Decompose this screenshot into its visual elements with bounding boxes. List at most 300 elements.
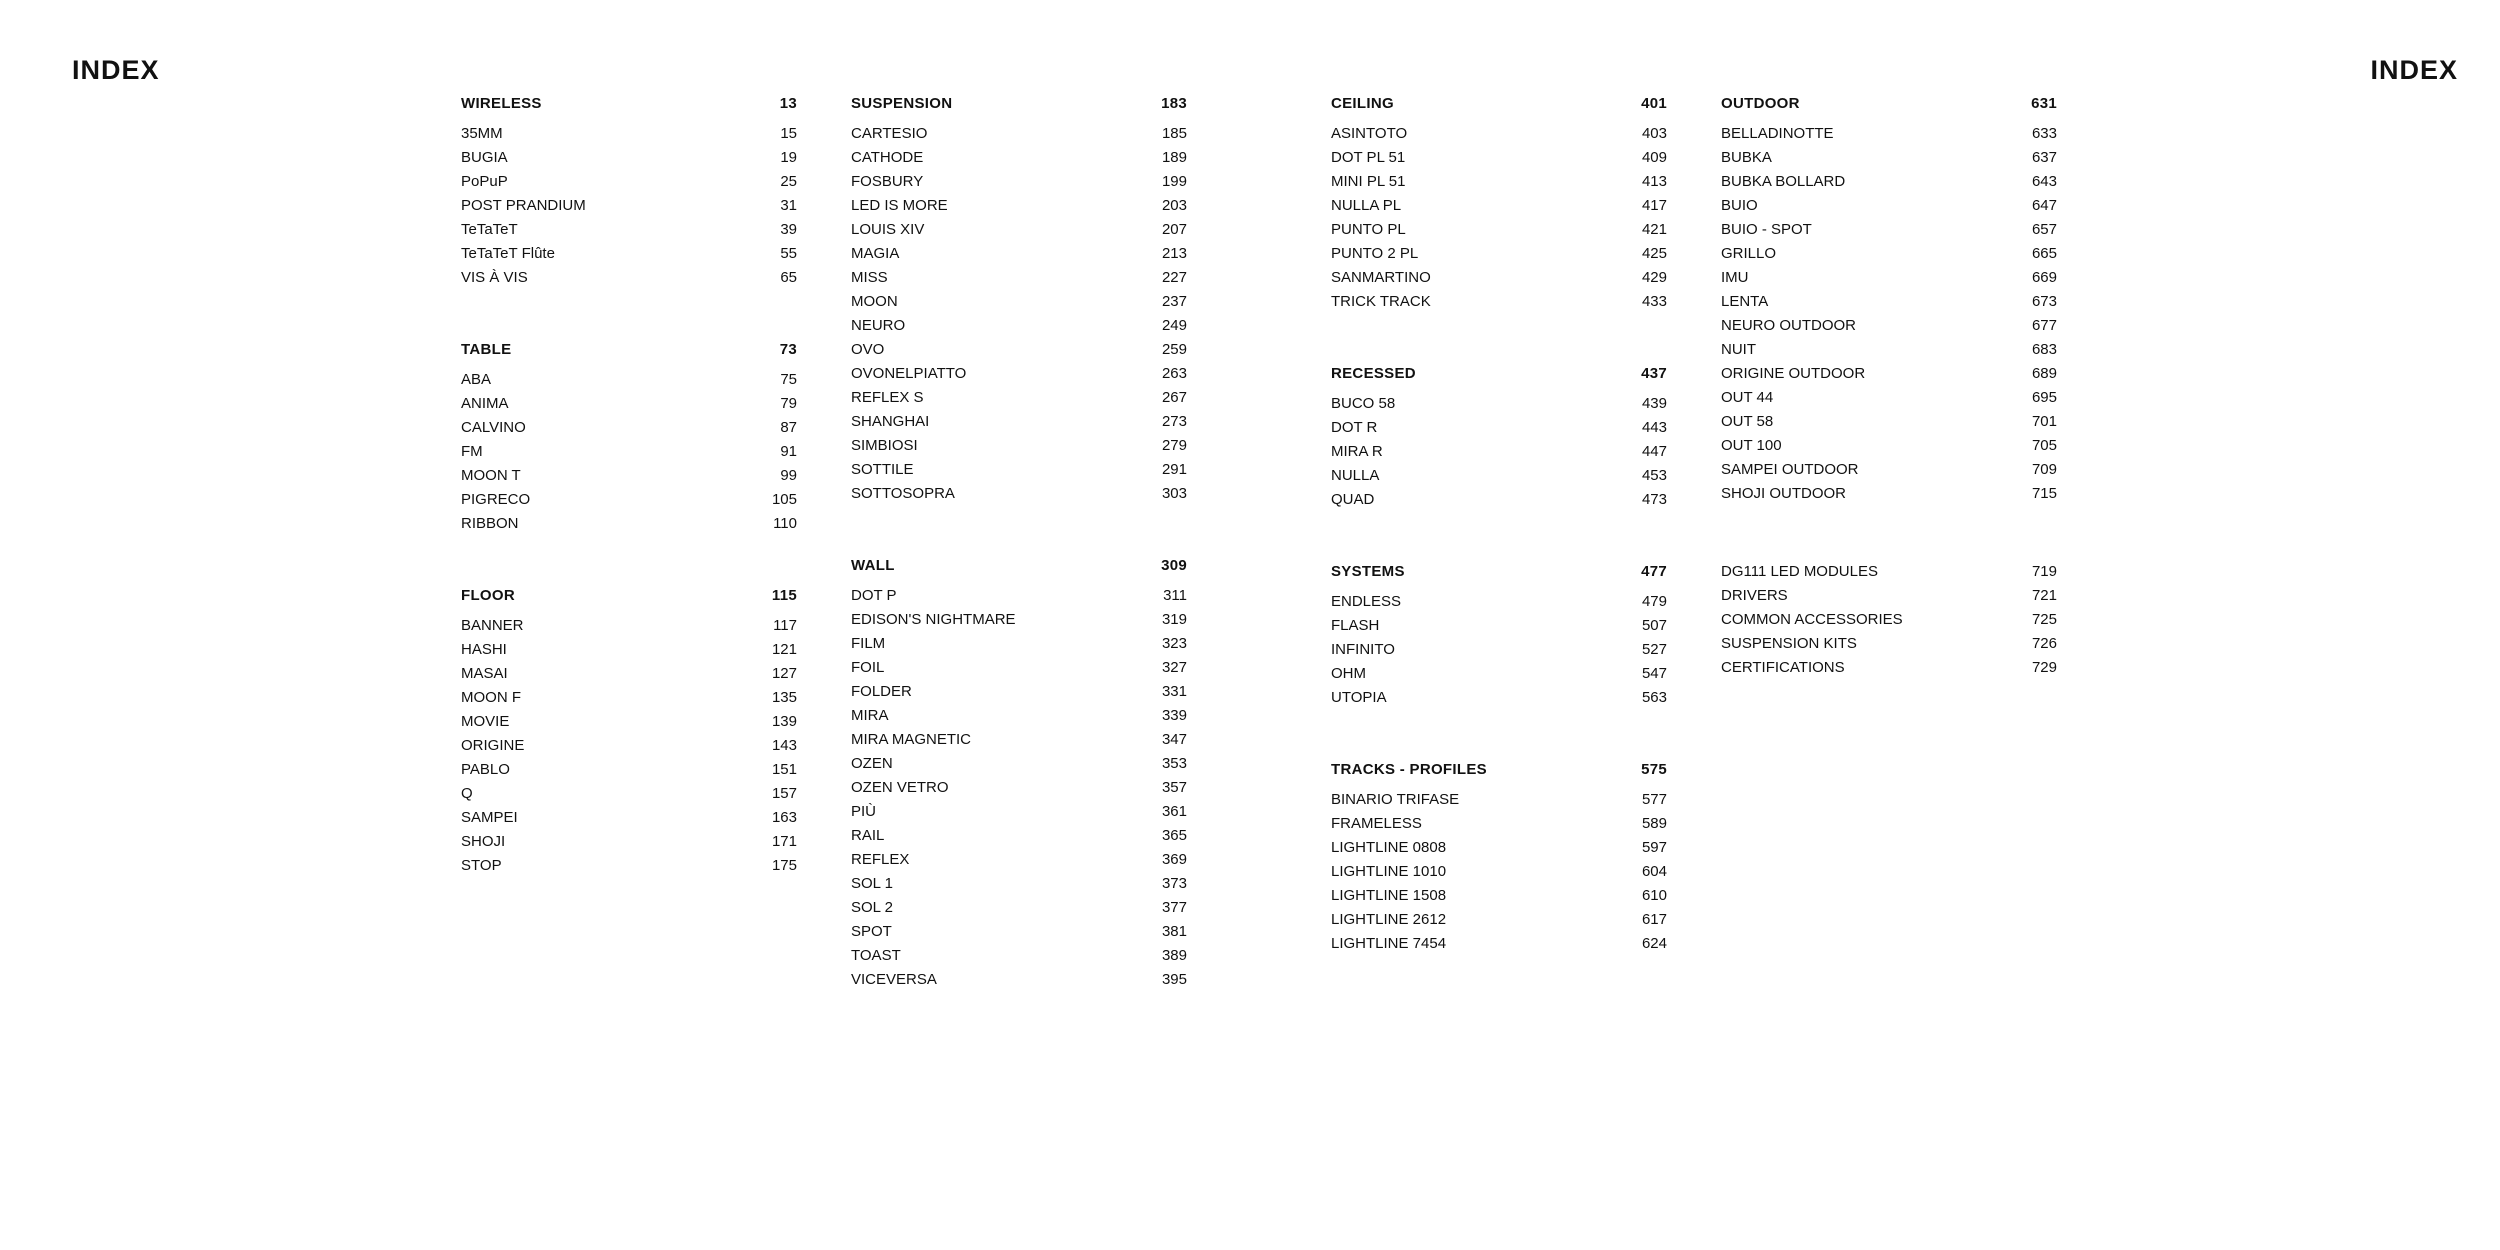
section-page-number: 631 <box>2031 95 2057 112</box>
entry-name: BANNER <box>461 617 524 634</box>
entry-page-number: 139 <box>771 713 797 730</box>
entry-page-number: 429 <box>1641 269 1667 286</box>
entry-name: Q <box>461 785 473 802</box>
index-entry <box>851 632 1187 656</box>
section-title: FLOOR <box>461 587 515 604</box>
entry-name: SHANGHAI <box>851 413 930 430</box>
entry-page-number: 75 <box>780 371 797 388</box>
index-entry <box>461 734 797 758</box>
entry-page-number: 683 <box>2031 341 2057 358</box>
entry-page-number: 377 <box>1161 899 1187 916</box>
entry-name: LIGHTLINE 1010 <box>1331 863 1447 880</box>
index-entry <box>1331 146 1667 170</box>
index-section-floor <box>461 584 797 878</box>
entry-name: OHM <box>1331 665 1366 682</box>
entry-page-number: 189 <box>1161 149 1187 166</box>
index-entry <box>1331 908 1667 932</box>
entry-page-number: 413 <box>1641 173 1667 190</box>
index-entry <box>1331 194 1667 218</box>
entry-name: POST PRANDIUM <box>461 197 586 214</box>
entry-page-number: 353 <box>1161 755 1187 772</box>
entry-page-number: 479 <box>1641 593 1667 610</box>
entry-name: MIRA <box>851 707 889 724</box>
index-section-wall <box>851 554 1187 992</box>
index-entry <box>851 848 1187 872</box>
entry-page-number: 589 <box>1641 815 1667 832</box>
index-entry <box>1721 194 2057 218</box>
entry-name: FLASH <box>1331 617 1380 634</box>
entry-name: TeTaTeT Flûte <box>461 245 555 262</box>
entry-page-number: 203 <box>1161 197 1187 214</box>
index-entry <box>1721 482 2057 506</box>
entry-name: BUBKA BOLLARD <box>1721 173 1846 190</box>
entry-page-number: 15 <box>780 125 797 142</box>
entry-name: 35MM <box>461 125 503 142</box>
entry-name: DOT P <box>851 587 897 604</box>
entry-page-number: 701 <box>2031 413 2057 430</box>
entry-page-number: 443 <box>1641 419 1667 436</box>
index-entry <box>851 920 1187 944</box>
entry-name: OZEN <box>851 755 893 772</box>
entry-page-number: 473 <box>1641 491 1667 508</box>
entry-page-number: 91 <box>780 443 797 460</box>
index-entry <box>1721 632 2057 656</box>
entry-page-number: 633 <box>2031 125 2057 142</box>
entry-name: LIGHTLINE 2612 <box>1331 911 1447 928</box>
entry-page-number: 709 <box>2031 461 2057 478</box>
entry-name: ORIGINE OUTDOOR <box>1721 365 1866 382</box>
entry-name: ABA <box>461 371 492 388</box>
index-entry <box>851 194 1187 218</box>
entry-page-number: 357 <box>1161 779 1187 796</box>
entry-name: MOVIE <box>461 713 510 730</box>
section-title: CEILING <box>1331 95 1394 112</box>
index-entry <box>461 242 797 266</box>
section-page-number: 477 <box>1641 563 1667 580</box>
index-entry <box>851 266 1187 290</box>
entry-page-number: 339 <box>1161 707 1187 724</box>
entry-page-number: 171 <box>771 833 797 850</box>
entry-page-number: 105 <box>771 491 797 508</box>
index-entry <box>461 122 797 146</box>
entry-name: PoPuP <box>461 173 508 190</box>
entry-page-number: 87 <box>780 419 797 436</box>
index-entry <box>851 410 1187 434</box>
section-title: WALL <box>851 557 895 574</box>
entry-page-number: 726 <box>2031 635 2057 652</box>
entry-page-number: 185 <box>1161 125 1187 142</box>
index-entry <box>851 170 1187 194</box>
entry-page-number: 433 <box>1641 293 1667 310</box>
index-entry <box>851 800 1187 824</box>
entry-name: STOP <box>461 857 502 874</box>
index-section-recessed <box>1331 362 1667 512</box>
entry-name: BUIO - SPOT <box>1721 221 1812 238</box>
entry-page-number: 369 <box>1161 851 1187 868</box>
entry-name: FM <box>461 443 483 460</box>
index-entry <box>1721 242 2057 266</box>
index-entry <box>851 290 1187 314</box>
entry-name: OUT 44 <box>1721 389 1774 406</box>
section-header <box>461 584 797 608</box>
entry-name: LOUIS XIV <box>851 221 925 238</box>
entry-page-number: 527 <box>1641 641 1667 658</box>
entry-name: RIBBON <box>461 515 519 532</box>
index-entry <box>1331 788 1667 812</box>
index-entry <box>1331 170 1667 194</box>
entry-page-number: 207 <box>1161 221 1187 238</box>
section-page-number: 575 <box>1641 761 1667 778</box>
entry-page-number: 55 <box>780 245 797 262</box>
entry-name: DG111 LED MODULES <box>1721 563 1878 580</box>
index-entry <box>461 638 797 662</box>
entry-name: MOON F <box>461 689 521 706</box>
index-section-tracks-profiles <box>1331 758 1667 956</box>
index-entry <box>1331 662 1667 686</box>
index-section-misc <box>1721 560 2057 680</box>
entry-page-number: 417 <box>1641 197 1667 214</box>
entry-page-number: 617 <box>1641 911 1667 928</box>
entry-name: ORIGINE <box>461 737 525 754</box>
index-entry <box>1721 290 2057 314</box>
index-entry <box>851 146 1187 170</box>
index-entry <box>1721 218 2057 242</box>
entry-page-number: 121 <box>771 641 797 658</box>
entry-page-number: 610 <box>1641 887 1667 904</box>
index-entry <box>1721 608 2057 632</box>
entry-name: UTOPIA <box>1331 689 1387 706</box>
index-entry <box>461 368 797 392</box>
index-entry <box>1331 266 1667 290</box>
entry-page-number: 421 <box>1641 221 1667 238</box>
entry-name: LED IS MORE <box>851 197 948 214</box>
entry-name: INFINITO <box>1331 641 1395 658</box>
entry-page-number: 19 <box>780 149 797 166</box>
entry-page-number: 439 <box>1641 395 1667 412</box>
entry-page-number: 291 <box>1161 461 1187 478</box>
entry-name: SOL 1 <box>851 875 893 892</box>
entry-name: LIGHTLINE 0808 <box>1331 839 1447 856</box>
index-entry <box>851 386 1187 410</box>
index-entry <box>1331 242 1667 266</box>
entry-page-number: 267 <box>1161 389 1187 406</box>
entry-name: BUIO <box>1721 197 1758 214</box>
entry-name: FOSBURY <box>851 173 924 190</box>
index-entry <box>461 218 797 242</box>
entry-page-number: 65 <box>780 269 797 286</box>
index-entry <box>461 854 797 878</box>
index-entry <box>851 896 1187 920</box>
entry-name: DRIVERS <box>1721 587 1788 604</box>
entry-name: BINARIO TRIFASE <box>1331 791 1460 808</box>
index-entry <box>1331 860 1667 884</box>
index-entry <box>851 752 1187 776</box>
entry-page-number: 643 <box>2031 173 2057 190</box>
index-entry <box>1721 656 2057 680</box>
entry-page-number: 361 <box>1161 803 1187 820</box>
section-header <box>461 338 797 362</box>
index-entry <box>1721 266 2057 290</box>
entry-page-number: 395 <box>1161 971 1187 988</box>
index-entry <box>1331 590 1667 614</box>
section-title: RECESSED <box>1331 365 1416 382</box>
entry-page-number: 604 <box>1641 863 1667 880</box>
index-entry <box>461 416 797 440</box>
entry-page-number: 311 <box>1163 587 1187 604</box>
section-title: TABLE <box>461 341 512 358</box>
entry-page-number: 547 <box>1641 665 1667 682</box>
index-entry <box>461 170 797 194</box>
entry-page-number: 143 <box>771 737 797 754</box>
index-entry <box>461 266 797 290</box>
index-entry <box>461 662 797 686</box>
entry-page-number: 31 <box>780 197 797 214</box>
index-section-outdoor <box>1721 92 2057 506</box>
index-column-3 <box>1331 92 1667 956</box>
index-entry <box>1721 362 2057 386</box>
entry-page-number: 715 <box>2031 485 2057 502</box>
entry-name: DOT PL 51 <box>1331 149 1406 166</box>
index-entry <box>461 464 797 488</box>
entry-page-number: 327 <box>1161 659 1187 676</box>
index-entry <box>1721 434 2057 458</box>
entry-name: OVONELPIATTO <box>851 365 967 382</box>
entry-name: FILM <box>851 635 886 652</box>
entry-page-number: 25 <box>780 173 797 190</box>
entry-name: NULLA <box>1331 467 1380 484</box>
entry-page-number: 39 <box>780 221 797 238</box>
entry-name: LIGHTLINE 1508 <box>1331 887 1447 904</box>
index-entry <box>1331 416 1667 440</box>
entry-name: FRAMELESS <box>1331 815 1422 832</box>
entry-page-number: 373 <box>1161 875 1187 892</box>
entry-name: MAGIA <box>851 245 900 262</box>
entry-name: MOON T <box>461 467 521 484</box>
index-entry <box>851 362 1187 386</box>
entry-page-number: 117 <box>773 617 797 634</box>
entry-page-number: 403 <box>1641 125 1667 142</box>
entry-name: DOT R <box>1331 419 1378 436</box>
section-page-number: 115 <box>771 587 797 604</box>
entry-name: PUNTO PL <box>1331 221 1406 238</box>
index-entry <box>851 680 1187 704</box>
entry-name: BELLADINOTTE <box>1721 125 1834 142</box>
entry-name: REFLEX S <box>851 389 924 406</box>
entry-name: PIÙ <box>851 803 877 820</box>
index-entry <box>851 314 1187 338</box>
entry-name: SAMPEI <box>461 809 518 826</box>
entry-page-number: 157 <box>771 785 797 802</box>
entry-name: RAIL <box>851 827 885 844</box>
index-section-systems <box>1331 560 1667 710</box>
section-page-number: 183 <box>1161 95 1187 112</box>
index-entry <box>851 776 1187 800</box>
entry-page-number: 151 <box>771 761 797 778</box>
section-title: SYSTEMS <box>1331 563 1405 580</box>
page-title-left: INDEX <box>72 55 160 85</box>
section-header <box>851 554 1187 578</box>
entry-page-number: 721 <box>2031 587 2057 604</box>
section-title: WIRELESS <box>461 95 542 112</box>
entry-name: CARTESIO <box>851 125 928 142</box>
index-entry <box>461 512 797 536</box>
entry-name: VICEVERSA <box>851 971 937 988</box>
index-entry <box>1721 146 2057 170</box>
entry-page-number: 99 <box>780 467 797 484</box>
index-section-ceiling <box>1331 92 1667 314</box>
entry-page-number: 79 <box>780 395 797 412</box>
index-entry <box>461 830 797 854</box>
entry-name: SOL 2 <box>851 899 893 916</box>
entry-page-number: 237 <box>1161 293 1187 310</box>
entry-page-number: 303 <box>1161 485 1187 502</box>
entry-page-number: 135 <box>771 689 797 706</box>
entry-page-number: 263 <box>1161 365 1187 382</box>
index-section-wireless <box>461 92 797 290</box>
entry-page-number: 347 <box>1161 731 1187 748</box>
entry-page-number: 665 <box>2031 245 2057 262</box>
entry-name: PUNTO 2 PL <box>1331 245 1419 262</box>
entry-name: COMMON ACCESSORIES <box>1721 611 1903 628</box>
entry-name: SOTTILE <box>851 461 914 478</box>
section-header <box>461 92 797 116</box>
entry-name: SPOT <box>851 923 892 940</box>
entry-page-number: 657 <box>2031 221 2057 238</box>
index-column-2 <box>851 92 1187 992</box>
page-title-right: INDEX <box>2370 55 2458 85</box>
index-entry <box>1721 584 2057 608</box>
entry-name: OUT 100 <box>1721 437 1782 454</box>
index-entry <box>1721 410 2057 434</box>
index-entry <box>1331 392 1667 416</box>
index-entry <box>851 968 1187 992</box>
index-entry <box>461 440 797 464</box>
index-entry <box>1331 932 1667 956</box>
entry-name: TRICK TRACK <box>1331 293 1431 310</box>
section-header <box>1331 560 1667 584</box>
section-page-number: 73 <box>779 341 797 358</box>
entry-name: REFLEX <box>851 851 910 868</box>
entry-page-number: 647 <box>2031 197 2057 214</box>
index-entry <box>461 758 797 782</box>
entry-name: PABLO <box>461 761 510 778</box>
entry-page-number: 279 <box>1161 437 1187 454</box>
index-entry <box>1331 122 1667 146</box>
index-entry <box>1721 122 2057 146</box>
index-entry <box>1721 560 2057 584</box>
index-entry <box>1331 440 1667 464</box>
entry-name: TOAST <box>851 947 901 964</box>
index-entry <box>1331 464 1667 488</box>
section-page-number: 309 <box>1161 557 1187 574</box>
entry-page-number: 425 <box>1641 245 1667 262</box>
entry-page-number: 597 <box>1641 839 1667 856</box>
entry-name: OVO <box>851 341 885 358</box>
index-section-table <box>461 338 797 536</box>
index-entry <box>851 608 1187 632</box>
entry-name: BUGIA <box>461 149 508 166</box>
entry-page-number: 409 <box>1641 149 1667 166</box>
entry-page-number: 453 <box>1641 467 1667 484</box>
entry-name: MISS <box>851 269 888 286</box>
entry-name: ENDLESS <box>1331 593 1402 610</box>
entry-name: FOLDER <box>851 683 912 700</box>
index-entry <box>461 710 797 734</box>
index-entry <box>851 434 1187 458</box>
index-entry <box>1331 290 1667 314</box>
index-entry <box>1331 488 1667 512</box>
entry-page-number: 175 <box>771 857 797 874</box>
index-entry <box>851 728 1187 752</box>
entry-name: OZEN VETRO <box>851 779 949 796</box>
entry-name: NUIT <box>1721 341 1756 358</box>
entry-name: MIRA R <box>1331 443 1383 460</box>
entry-page-number: 624 <box>1641 935 1667 952</box>
entry-name: BUCO 58 <box>1331 395 1396 412</box>
entry-name: TeTaTeT <box>461 221 518 238</box>
entry-page-number: 389 <box>1161 947 1187 964</box>
index-entry <box>461 686 797 710</box>
section-header <box>1331 362 1667 386</box>
entry-page-number: 381 <box>1161 923 1187 940</box>
index-column-4 <box>1721 92 2057 680</box>
entry-name: IMU <box>1721 269 1749 286</box>
entry-name: MINI PL 51 <box>1331 173 1406 190</box>
entry-page-number: 163 <box>771 809 797 826</box>
entry-name: NEURO <box>851 317 906 334</box>
index-entry <box>1331 812 1667 836</box>
entry-name: SHOJI <box>461 833 506 850</box>
entry-page-number: 689 <box>2031 365 2057 382</box>
entry-page-number: 273 <box>1161 413 1187 430</box>
entry-page-number: 110 <box>773 515 797 532</box>
index-entry <box>851 824 1187 848</box>
entry-name: SAMPEI OUTDOOR <box>1721 461 1859 478</box>
entry-name: ANIMA <box>461 395 509 412</box>
index-entry <box>1721 170 2057 194</box>
index-entry <box>1331 836 1667 860</box>
entry-page-number: 669 <box>2031 269 2057 286</box>
entry-name: BUBKA <box>1721 149 1772 166</box>
entry-page-number: 563 <box>1641 689 1667 706</box>
entry-name: CATHODE <box>851 149 924 166</box>
entry-name: GRILLO <box>1721 245 1777 262</box>
entry-page-number: 447 <box>1641 443 1667 460</box>
index-entry <box>851 122 1187 146</box>
index-entry <box>461 488 797 512</box>
index-entry <box>851 242 1187 266</box>
index-column-1 <box>461 92 797 878</box>
section-page-number: 437 <box>1641 365 1667 382</box>
index-entry <box>1721 338 2057 362</box>
index-entry <box>461 194 797 218</box>
entry-name: PIGRECO <box>461 491 531 508</box>
index-entry <box>1331 884 1667 908</box>
entry-name: SHOJI OUTDOOR <box>1721 485 1847 502</box>
entry-name: LENTA <box>1721 293 1769 310</box>
entry-name: EDISON'S NIGHTMARE <box>851 611 1016 628</box>
entry-name: NULLA PL <box>1331 197 1402 214</box>
entry-page-number: 199 <box>1161 173 1187 190</box>
entry-page-number: 725 <box>2031 611 2057 628</box>
entry-page-number: 331 <box>1161 683 1187 700</box>
section-page-number: 401 <box>1641 95 1667 112</box>
entry-name: MOON <box>851 293 898 310</box>
entry-name: QUAD <box>1331 491 1375 508</box>
index-entry <box>851 872 1187 896</box>
section-header <box>851 92 1187 116</box>
index-entry <box>851 584 1187 608</box>
